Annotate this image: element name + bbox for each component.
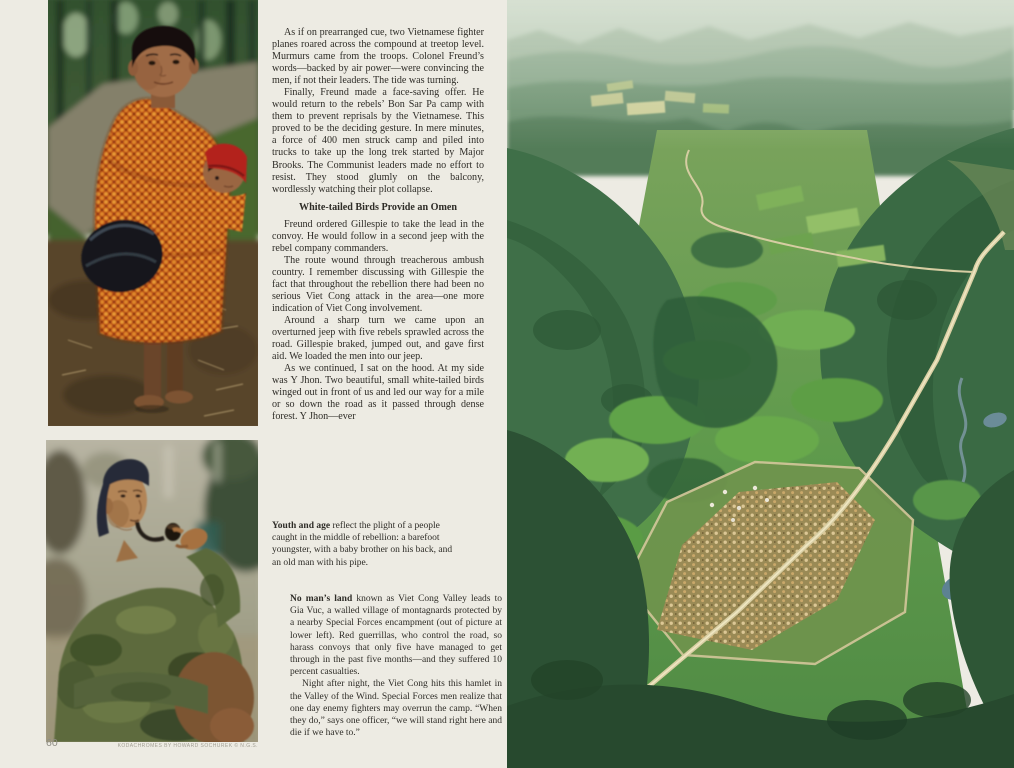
caption-youth-and-age <box>272 520 462 569</box>
page-number: 60 <box>46 737 58 749</box>
photo-man-with-pipe <box>46 440 258 742</box>
caption-paragraph: Night after night, the Viet Cong hits this hamlet in the Valley of the Wind. Special Forces men realize that one day enemy fighters may overrun the camp. “When they do,” says one officer, “we will stand right here and die if we have to.” <box>290 679 502 739</box>
atmospheric-haze <box>507 0 1014 150</box>
article-column <box>272 27 484 424</box>
article-paragraph: Around a sharp turn we came upon an overturned jeep with five rebels sprawled across the road. Gillespie braked, jumped out, and gave first aid. We loaded the men into our jeep. <box>272 315 484 363</box>
caption-text: known as Viet Cong Valley leads to Gia Vuc, a walled village of montagnards protected by a nearby Special Forces encampment (out of picture at lower left). Red guerrillas, who control the road, so harass convoys that only five have managed to get through in the past five months—and they suffered 10 percent casualties. <box>290 594 502 678</box>
photo-boy-with-baby <box>48 0 258 426</box>
caption-lead: Youth and age <box>272 521 331 531</box>
caption-lead: No man’s land <box>290 594 353 604</box>
article-paragraph: As if on prearranged cue, two Vietnamese fighter planes roared across the compound at treetop level. Murmurs came from the troops. Colonel Freund’s words—backed by air power—were convincing the men, if not their leaders. The tide was turning. <box>272 27 484 87</box>
caption-text: reflect the plight of a people caught in the middle of rebellion: a barefoot youngster, with a baby brother on his back, and an old man with his pipe. <box>272 521 453 568</box>
article-paragraph: As we continued, I sat on the hood. At my side was Y Jhon. Two beautiful, small white-tailed birds winged out in front of us and led our way for a mile or so down the road as it passed through dense forest. Y Jhon—ever <box>272 363 484 423</box>
photo-credit: KODACHROMES BY HOWARD SOCHUREK © N.G.S. <box>117 743 258 749</box>
section-heading: White-tailed Birds Provide an Omen <box>299 201 457 213</box>
caption-no-mans-land <box>290 593 502 739</box>
article-paragraph: Freund ordered Gillespie to take the lead in the convoy. He would follow in a second jeep with the rebel company commanders. <box>272 218 484 254</box>
article-paragraph: The route wound through treacherous ambush country. I remember discussing with Gillespie the fact that throughout the rebellion there had been no serious Viet Cong attack in the area—one more indication of Viet Cong involvement. <box>272 254 484 315</box>
caption-paragraph <box>290 593 502 678</box>
article-paragraph: Finally, Freund made a face-saving offer. He would return to the rebels’ Bon Sar Pa camp with them to prevent reprisals by the Vietnamese. This proved to be the deciding gesture. In mere minutes, a force of 400 men struck camp and piled into trucks to take up the long trek started by Major Brooks. The Communist leaders made no effort to resist. They stood glumly on the balcony, wordlessly watching their plot collapse. <box>272 87 484 195</box>
photo-aerial-valley <box>507 0 1014 768</box>
